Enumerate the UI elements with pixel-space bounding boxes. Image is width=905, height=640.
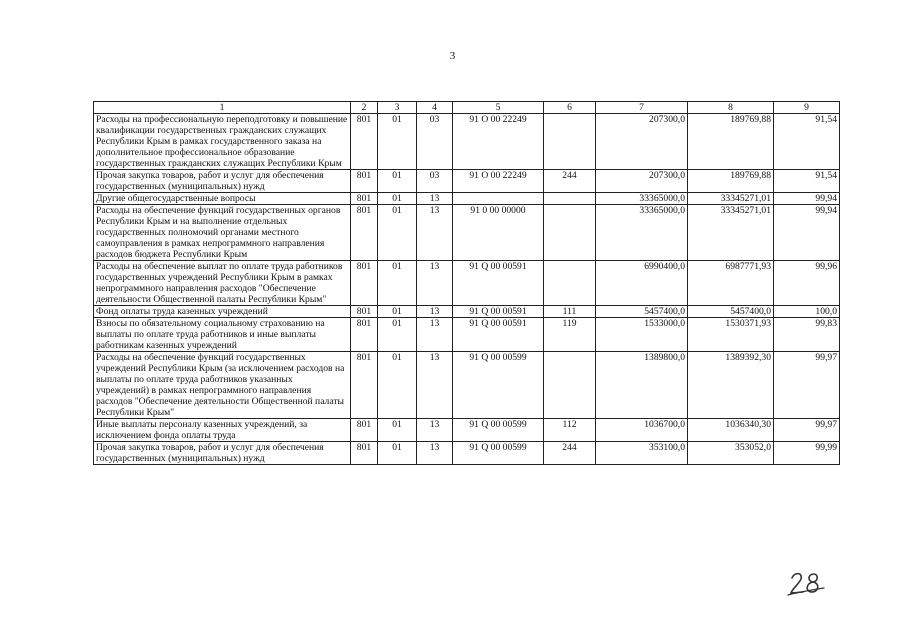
column-header: 8: [688, 102, 774, 114]
plan-amount: 353100,0: [596, 442, 688, 465]
admin-code: 801: [351, 318, 378, 352]
table-row: [94, 306, 840, 318]
subsection-code: 13: [417, 261, 453, 306]
target-article-code: 91 Q 00 00599: [453, 442, 544, 465]
row-name: Взносы по обязательному социальному страхованию на выплаты по оплате труда работников и иные выплаты работникам казенных учреждений: [94, 318, 351, 352]
actual-amount: 189769,88: [688, 170, 774, 193]
section-code: 01: [378, 205, 417, 261]
handwritten-signature-icon: [786, 568, 826, 598]
row-name: Расходы на профессиональную переподготовку и повышение квалификации государственных гражданских служащих Республики Крым в рамках государственного заказа на дополнительное профессиональное образование государственных гражданских служащих Республики Крым: [94, 114, 351, 170]
table-row: [94, 170, 840, 193]
actual-amount: 189769,88: [688, 114, 774, 170]
actual-amount: 353052,0: [688, 442, 774, 465]
percent-executed: 99,99: [774, 442, 840, 465]
subsection-code: 13: [417, 352, 453, 419]
subsection-code: 13: [417, 419, 453, 442]
table-row: [94, 318, 840, 352]
expense-type-code: [544, 205, 596, 261]
actual-amount: 1389392,30: [688, 352, 774, 419]
plan-amount: 207300,0: [596, 170, 688, 193]
percent-executed: 91,54: [774, 114, 840, 170]
expense-type-code: 244: [544, 442, 596, 465]
admin-code: 801: [351, 193, 378, 205]
row-name: Иные выплаты персоналу казенных учреждений, за исключением фонда оплаты труда: [94, 419, 351, 442]
percent-executed: 99,83: [774, 318, 840, 352]
actual-amount: 1530371,93: [688, 318, 774, 352]
plan-amount: 1036700,0: [596, 419, 688, 442]
column-header: 5: [453, 102, 544, 114]
percent-executed: 99,97: [774, 352, 840, 419]
target-article-code: 91 Q 00 00591: [453, 306, 544, 318]
admin-code: 801: [351, 205, 378, 261]
section-code: 01: [378, 318, 417, 352]
table-row: [94, 419, 840, 442]
admin-code: 801: [351, 352, 378, 419]
expense-type-code: 111: [544, 306, 596, 318]
subsection-code: 13: [417, 193, 453, 205]
expense-type-code: [544, 114, 596, 170]
expense-type-code: 244: [544, 170, 596, 193]
target-article-code: 91 Q 00 00591: [453, 318, 544, 352]
column-header: 7: [596, 102, 688, 114]
row-name: Прочая закупка товаров, работ и услуг для обеспечения государственных (муниципальных) нужд: [94, 442, 351, 465]
target-article-code: 91 Q 00 00599: [453, 419, 544, 442]
plan-amount: 33365000,0: [596, 193, 688, 205]
section-code: 01: [378, 352, 417, 419]
row-name: Другие общегосударственные вопросы: [94, 193, 351, 205]
actual-amount: 6987771,93: [688, 261, 774, 306]
plan-amount: 207300,0: [596, 114, 688, 170]
actual-amount: 33345271,01: [688, 193, 774, 205]
target-article-code: 91 Q 00 00591: [453, 261, 544, 306]
subsection-code: 13: [417, 442, 453, 465]
table-header-row: [94, 102, 840, 114]
plan-amount: 6990400,0: [596, 261, 688, 306]
target-article-code: 91 0 00 00000: [453, 205, 544, 261]
budget-table: [93, 101, 840, 465]
table-row: [94, 205, 840, 261]
plan-amount: 1389800,0: [596, 352, 688, 419]
percent-executed: 91,54: [774, 170, 840, 193]
subsection-code: 03: [417, 114, 453, 170]
row-name: Расходы на обеспечение функций государственных учреждений Республики Крым (за исключением расходов на выплаты по оплате труда работников указанных учреждений) в рамках непрограммного направления расходов "Обеспечение деятельности Общественной палаты Республики Крым": [94, 352, 351, 419]
plan-amount: 5457400,0: [596, 306, 688, 318]
column-header: 4: [417, 102, 453, 114]
table-row: [94, 193, 840, 205]
target-article-code: [453, 193, 544, 205]
target-article-code: 91 О 00 22249: [453, 170, 544, 193]
percent-executed: 100,0: [774, 306, 840, 318]
section-code: 01: [378, 114, 417, 170]
subsection-code: 13: [417, 318, 453, 352]
percent-executed: 99,97: [774, 419, 840, 442]
target-article-code: 91 Q 00 00599: [453, 352, 544, 419]
admin-code: 801: [351, 170, 378, 193]
subsection-code: 13: [417, 205, 453, 261]
percent-executed: 99,94: [774, 205, 840, 261]
page-number: 3: [449, 50, 456, 62]
percent-executed: 99,94: [774, 193, 840, 205]
row-name: Фонд оплаты труда казенных учреждений: [94, 306, 351, 318]
column-header: 3: [378, 102, 417, 114]
actual-amount: 5457400,0: [688, 306, 774, 318]
table-row: [94, 352, 840, 419]
row-name: Расходы на обеспечение выплат по оплате труда работников государственных учреждений Республики Крым в рамках непрограммного направления расходов "Обеспечение деятельности Общественной палаты Республики Крым": [94, 261, 351, 306]
section-code: 01: [378, 170, 417, 193]
percent-executed: 99,96: [774, 261, 840, 306]
section-code: 01: [378, 193, 417, 205]
row-name: Прочая закупка товаров, работ и услуг для обеспечения государственных (муниципальных) нужд: [94, 170, 351, 193]
subsection-code: 03: [417, 170, 453, 193]
admin-code: 801: [351, 419, 378, 442]
column-header: 9: [774, 102, 840, 114]
table-row: [94, 442, 840, 465]
admin-code: 801: [351, 306, 378, 318]
plan-amount: 1533000,0: [596, 318, 688, 352]
table-row: [94, 114, 840, 170]
plan-amount: 33365000,0: [596, 205, 688, 261]
admin-code: 801: [351, 442, 378, 465]
section-code: 01: [378, 419, 417, 442]
section-code: 01: [378, 306, 417, 318]
column-header: 6: [544, 102, 596, 114]
section-code: 01: [378, 261, 417, 306]
expense-type-code: [544, 193, 596, 205]
row-name: Расходы на обеспечение функций государственных органов Республики Крым и на выполнение отдельных государственных полномочий органами местного самоуправления в рамках непрограммного направления расходов бюджета Республики Крым: [94, 205, 351, 261]
actual-amount: 33345271,01: [688, 205, 774, 261]
column-header: 2: [351, 102, 378, 114]
actual-amount: 1036340,30: [688, 419, 774, 442]
expense-type-code: 119: [544, 318, 596, 352]
admin-code: 801: [351, 114, 378, 170]
target-article-code: 91 О 00 22249: [453, 114, 544, 170]
column-header: 1: [94, 102, 351, 114]
section-code: 01: [378, 442, 417, 465]
subsection-code: 13: [417, 306, 453, 318]
admin-code: 801: [351, 261, 378, 306]
expense-type-code: [544, 352, 596, 419]
table-row: [94, 261, 840, 306]
expense-type-code: 112: [544, 419, 596, 442]
expense-type-code: [544, 261, 596, 306]
